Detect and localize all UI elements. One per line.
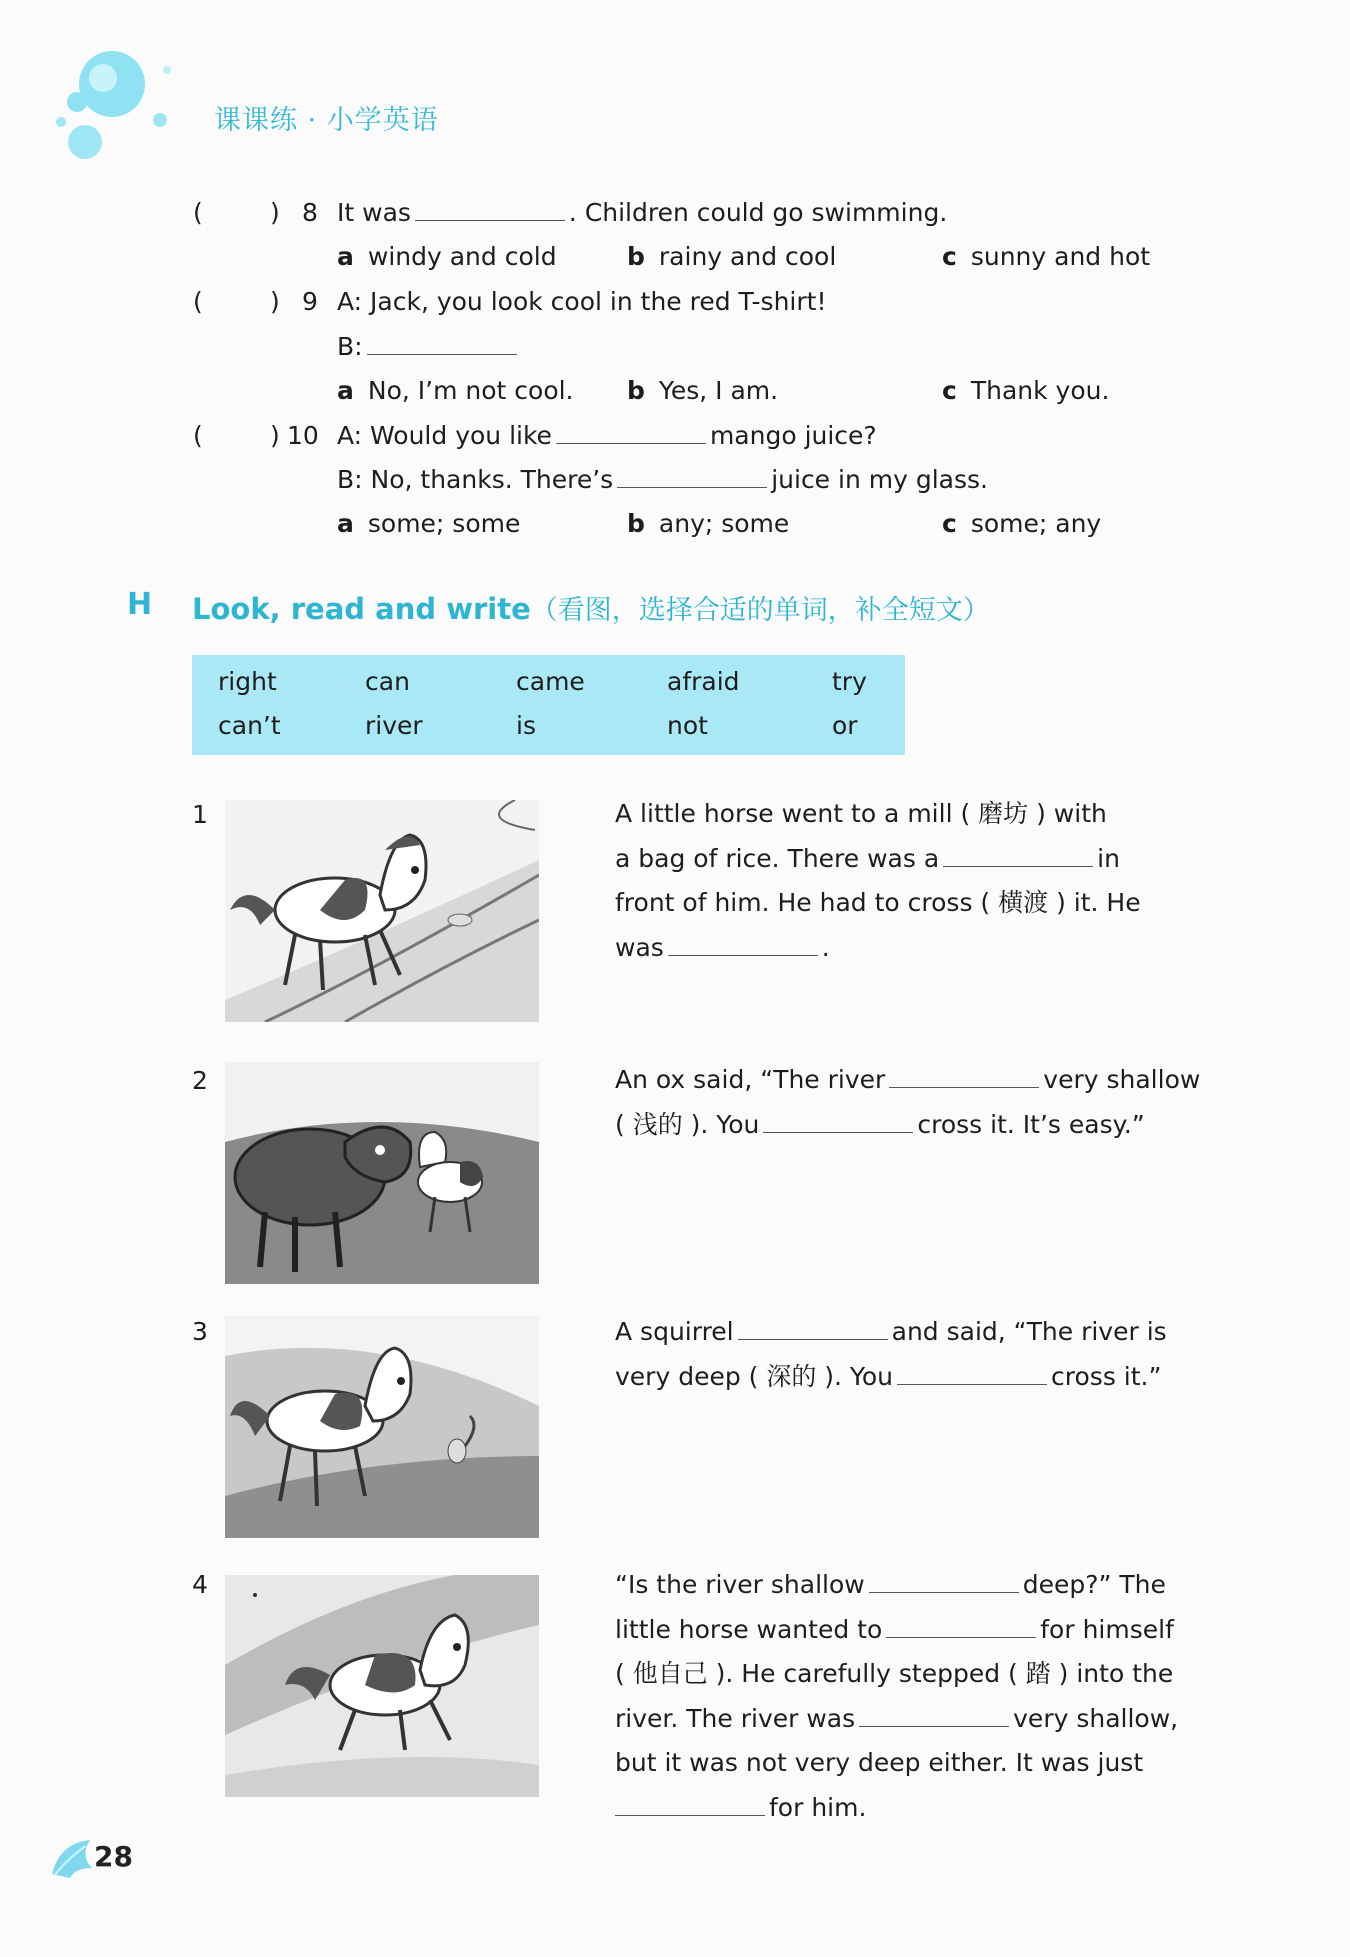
fill-blank[interactable] — [668, 933, 818, 956]
item-paragraph: An ox said, “The river very shallow ( 浅的 ). You cross it. It’s easy.” — [615, 1065, 1201, 1139]
fill-blank[interactable] — [738, 1317, 888, 1340]
question-text-b: B: — [337, 332, 521, 362]
option-c: c Thank you. — [942, 376, 1110, 405]
word-bank-word: or — [832, 711, 858, 740]
fill-blank[interactable] — [869, 1570, 1019, 1593]
word-bank-word: not — [667, 711, 708, 740]
section-title: Look, read and write（看图，选择合适的单词，补全短文） — [192, 592, 990, 626]
fill-blank[interactable] — [886, 1615, 1036, 1638]
ox-and-horse-illustration — [225, 1062, 539, 1284]
fill-blank[interactable] — [943, 844, 1093, 867]
word-bank-word: try — [832, 667, 867, 696]
fill-blank[interactable] — [415, 198, 565, 221]
word-bank-word: river — [365, 711, 423, 740]
item-number: 3 — [192, 1317, 208, 1346]
item-number: 4 — [192, 1570, 208, 1599]
item-paragraph: A little horse went to a mill ( 磨坊 ) with a bag of rice. There was a in front of him. He had to cross ( 横渡 ) it. He was . — [615, 799, 1141, 962]
word-bank-word: came — [516, 667, 585, 696]
fill-blank[interactable] — [859, 1704, 1009, 1727]
item-number: 1 — [192, 800, 208, 829]
question-text: A: Jack, you look cool in the red T-shirt! — [337, 287, 827, 316]
option-a: a some; some — [337, 509, 521, 538]
option-b: b any; some — [627, 509, 790, 538]
option-c: c sunny and hot — [942, 242, 1151, 271]
fill-blank[interactable] — [556, 421, 706, 444]
answer-paren-open: ( — [193, 421, 203, 450]
word-bank-word: can’t — [218, 711, 281, 740]
option-b: b Yes, I am. — [627, 376, 779, 405]
answer-paren-open: ( — [193, 287, 203, 316]
question-text-b: B: No, thanks. There’s juice in my glass. — [337, 465, 988, 494]
item-paragraph: “Is the river shallow deep?” The little horse wanted to for himself ( 他自己 ). He carefully stepped ( 踏 ) into the river. The river was very shallow, but it was not very deep either. It was just for him. — [615, 1570, 1179, 1822]
answer-paren-close: ) — [270, 287, 280, 316]
item-number: 2 — [192, 1066, 208, 1095]
horse-crossing-river-illustration — [225, 1575, 539, 1797]
page-header-title: 课课练 · 小学英语 — [214, 105, 439, 136]
section-letter: H — [127, 587, 153, 622]
question-number: 9 — [302, 287, 318, 316]
fill-blank[interactable] — [763, 1110, 913, 1133]
horse-and-squirrel-illustration — [225, 1316, 539, 1538]
fill-blank[interactable] — [617, 465, 767, 488]
fill-blank[interactable] — [897, 1362, 1047, 1385]
fill-blank[interactable] — [889, 1065, 1039, 1088]
option-a: a No, I’m not cool. — [337, 376, 574, 405]
fill-blank[interactable] — [615, 1793, 765, 1816]
fill-blank[interactable] — [367, 332, 517, 355]
question-number: 8 — [302, 198, 318, 227]
word-bank — [192, 655, 905, 755]
question-text: A: Would you like mango juice? — [337, 421, 877, 450]
section-subtitle: （看图，选择合适的单词，补全短文） — [530, 595, 990, 626]
answer-paren-close: ) — [270, 198, 280, 227]
item-paragraph: A squirrel and said, “The river is very deep ( 深的 ). You cross it.” — [615, 1317, 1167, 1391]
page-number: 28 — [94, 1840, 133, 1873]
answer-paren-open: ( — [193, 198, 203, 227]
option-a: a windy and cold — [337, 242, 557, 271]
horse-at-river-illustration — [225, 800, 539, 1022]
question-text: It was . Children could go swimming. — [337, 198, 948, 227]
leaf-decoration-icon — [50, 1838, 94, 1878]
answer-paren-close: ) — [270, 421, 280, 450]
question-number: 10 — [287, 421, 319, 450]
word-bank-word: afraid — [667, 667, 740, 696]
bubble-decoration-icon — [55, 50, 185, 165]
word-bank-word: is — [516, 711, 536, 740]
word-bank-word: right — [218, 667, 277, 696]
word-bank-word: can — [365, 667, 410, 696]
option-b: b rainy and cool — [627, 242, 837, 271]
option-c: c some; any — [942, 509, 1102, 538]
